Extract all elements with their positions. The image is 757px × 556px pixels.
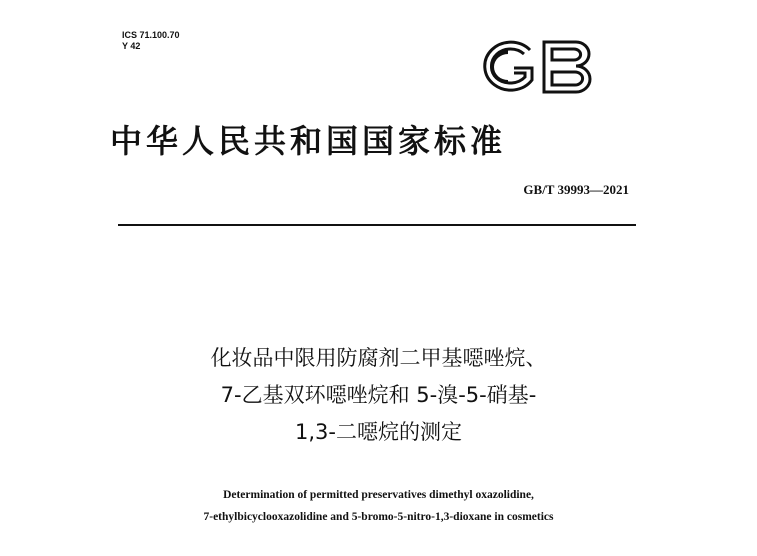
classification-codes [122, 30, 180, 52]
chinese-title-line-1: 化妆品中限用防腐剂二甲基噁唑烷、 [210, 346, 547, 370]
standard-number: GB/T 39993—2021 [523, 182, 629, 197]
chinese-title [80, 340, 677, 451]
english-title [60, 484, 697, 528]
header-divider [118, 224, 636, 226]
english-title-line-2: 7-ethylbicyclooxazolidine and 5-bromo-5-nitro-1,3-dioxane in cosmetics [203, 511, 554, 523]
ccs-code: Y 42 [122, 41, 141, 51]
english-title-line-1: Determination of permitted preservatives dimethyl oxazolidine, [223, 489, 534, 501]
chinese-title-line-3: 1,3-二噁烷的测定 [295, 420, 462, 444]
gb-logo [478, 36, 602, 98]
standard-type-title: 中华人民共和国国家标准 [110, 122, 507, 160]
ics-code: ICS 71.100.70 [122, 30, 180, 40]
chinese-title-line-2: 7-乙基双环噁唑烷和 5-溴-5-硝基- [220, 383, 537, 407]
